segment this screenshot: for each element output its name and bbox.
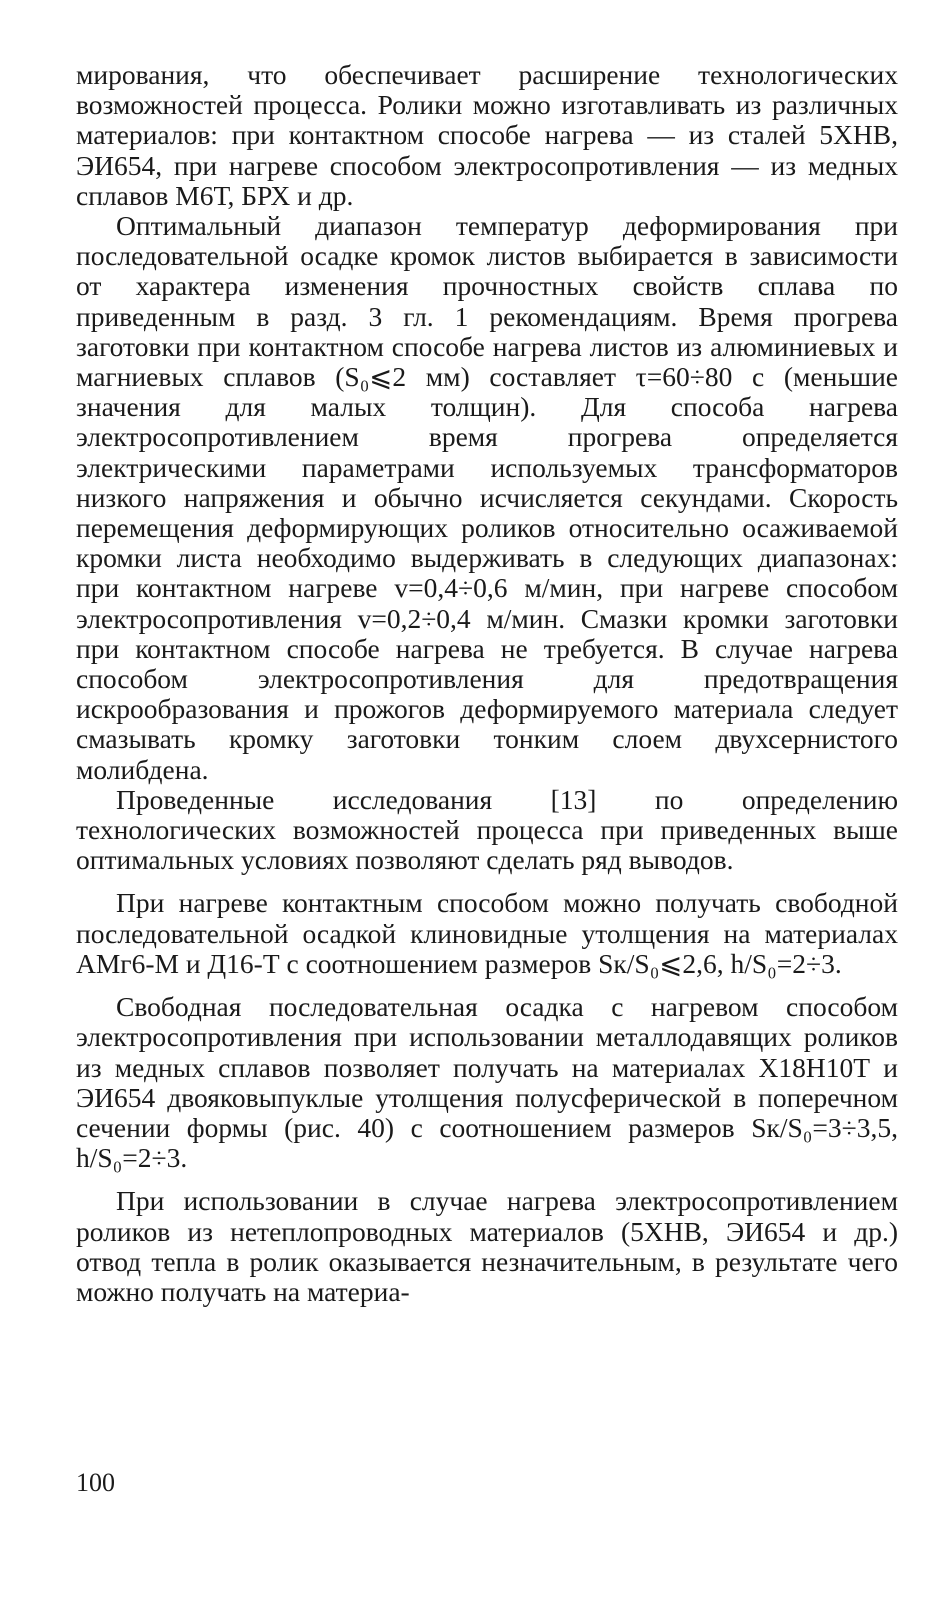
paragraph-3: Проведенные исследования [13] по определению технологических возможностей процесса при приведенных выше оптимальных условиях позволяют сделать ряд выводов.	[76, 783, 898, 876]
page-body	[76, 60, 898, 1307]
paragraph-1: мирования, что обеспечивает расширение технологических возможностей процесса. Ролики можно изготавливать из различных материалов: при контактном способе нагрева — из сталей 5ХНВ, ЭИ654, при нагреве способом электросопротивления — из медных сплавов М6Т, БРХ и др.	[76, 59, 898, 211]
paragraph-5: Свободная последовательная осадка с нагревом способом электросопротивления при использовании металлодавящих роликов из медных сплавов позволяет получать на материалах Х18Н10Т и ЭИ654 двояковыпуклые утолщения полусферической в поперечном сечении формы (рис. 40) с соотношением размеров Sк/S₀=3÷3,5, h/S₀=2÷3.	[76, 991, 898, 1174]
paragraph-4: При нагреве контактным способом можно получать свободной последовательной осадкой клиновидные утолщения на материалах АМг6-М и Д16-Т с соотношением размеров Sк/S₀⩽2,6, h/S₀=2÷3.	[76, 887, 898, 979]
paragraph-6: При использовании в случае нагрева электросопротивлением роликов из нетеплопроводных материалов (5ХНВ, ЭИ654 и др.) отвод тепла в ролик оказывается незначительным, в результате чего можно получать на материа-	[76, 1185, 898, 1307]
paragraph-2: Оптимальный диапазон температур деформирования при последовательной осадке кромок листов выбирается в зависимости от характера изменения прочностных свойств сплава по приведенным в разд. 3 гл. 1 рекомендациям. Время прогрева заготовки при контактном способе нагрева листов из алюминиевых и магниевых сплавов (S₀⩽2 мм) составляет τ=60÷80 с (меньшие значения для малых толщин). Для способа нагрева электросопротивлением время прогрева определяется электрическими параметрами используемых трансформаторов низкого напряжения и обычно исчисляется секундами. Скорость перемещения деформирующих роликов относительно осаживаемой кромки листа необходимо выдерживать в следующих диапазонах: при контактном нагреве v=0,4÷0,6 м/мин, при нагреве способом электросопротивления v=0,2÷0,4 м/мин. Смазки кромки заготовки при контактном способе нагрева не требуется. В случае нагрева способом электросопротивления для предотвращения искрообразования и прожогов деформируемого материала следует смазывать кромку заготовки тонким слоем двухсернистого молибдена.	[76, 210, 898, 785]
page-number: 100	[76, 1468, 115, 1497]
